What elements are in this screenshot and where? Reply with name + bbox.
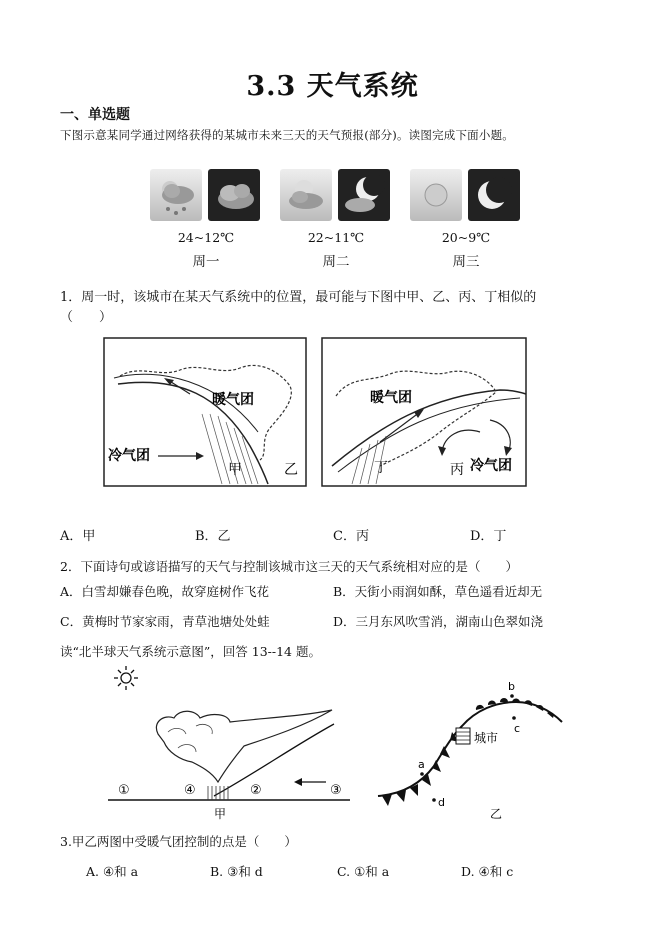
front-diagram xyxy=(100,336,530,488)
q2-option-c[interactable]: C．黄梅时节家家雨，青草池塘处处蛙 xyxy=(60,614,270,629)
forecast-day-name-1: 周一 xyxy=(192,254,220,270)
q3-option-c[interactable]: C. ①和 a xyxy=(337,864,390,879)
read-instruction: 读“北半球天气系统示意图”，回答 13--14 题。 xyxy=(60,644,321,659)
point-4: ④ xyxy=(184,783,196,798)
forecast-temp-2: 22~11℃ xyxy=(307,230,365,245)
q3-stem: 3.甲乙两图中受暖气团控制的点是（ ） xyxy=(60,834,297,849)
forecast-day-3 xyxy=(410,169,522,221)
q2-option-a[interactable]: A．白雪却嫌春色晚，故穿庭树作飞花 xyxy=(60,584,270,599)
q3-option-d[interactable]: D. ④和 c xyxy=(461,864,514,879)
point-3: ③ xyxy=(330,783,342,798)
q2-stem: 2．下面诗句或谚语描写的天气与控制该城市这三天的天气系统相对应的是（ ） xyxy=(60,559,518,574)
point-b: b xyxy=(508,680,515,693)
q3-option-a[interactable]: A. ④和 a xyxy=(86,864,139,879)
q1-option-c[interactable]: C．丙 xyxy=(333,529,369,544)
point-jia: 甲 xyxy=(228,462,242,478)
warm-air-label-left: 暖气团 xyxy=(212,392,254,408)
moon-cloud-icon xyxy=(338,169,390,221)
q2-option-b[interactable]: B．天街小雨润如酥，草色遥看近却无 xyxy=(333,584,543,599)
sun-icon xyxy=(410,169,462,221)
point-d: d xyxy=(438,796,445,809)
q1-blank: （ ） xyxy=(60,310,113,325)
diagram-label-yi: 乙 xyxy=(490,807,503,821)
q1-option-b[interactable]: B．乙 xyxy=(195,529,231,544)
forecast-temp-3: 20~9℃ xyxy=(441,230,491,245)
point-yi: 乙 xyxy=(284,462,298,478)
forecast-day-1 xyxy=(150,169,262,221)
point-a: a xyxy=(418,758,425,771)
point-2: ② xyxy=(250,783,262,798)
q1-option-a[interactable]: A．甲 xyxy=(60,529,96,544)
q2-option-d[interactable]: D．三月东风吹雪消，湖南山色翠如浇 xyxy=(333,614,544,629)
intro-text: 下图示意某同学通过网络获得的某城市未来三天的天气预报(部分)。读图完成下面小题。 xyxy=(60,128,514,142)
weather-system-diagram xyxy=(104,662,574,822)
sun-icon xyxy=(114,666,138,690)
point-1: ① xyxy=(118,783,130,798)
point-ding: 丁 xyxy=(374,460,388,476)
forecast-day-name-3: 周三 xyxy=(452,254,480,270)
warm-air-label-right: 暖气团 xyxy=(370,390,412,406)
sun-cloud-icon xyxy=(280,169,332,221)
q1-stem: 1．周一时，该城市在某天气系统中的位置，最可能与下图中甲、乙、丙、丁相似的 xyxy=(60,290,537,305)
forecast-temp-1: 24~12℃ xyxy=(177,230,235,245)
forecast-day-2 xyxy=(280,169,392,221)
moon-icon xyxy=(468,169,520,221)
q3-option-b[interactable]: B. ③和 d xyxy=(210,864,263,879)
forecast-day-name-2: 周二 xyxy=(322,254,350,270)
q1-option-d[interactable]: D．丁 xyxy=(470,529,507,544)
cold-air-label-right: 冷气团 xyxy=(470,458,512,474)
sun-cloud-rain-icon xyxy=(150,169,202,221)
cold-air-label-left: 冷气团 xyxy=(108,448,150,464)
section-heading: 一、单选题 xyxy=(60,107,130,123)
page-title: 3.3 天气系统 xyxy=(246,71,419,102)
point-bing: 丙 xyxy=(450,462,464,478)
cloudy-icon xyxy=(208,169,260,221)
point-c: c xyxy=(514,722,521,735)
city-label: 城市 xyxy=(474,731,499,745)
diagram-label-jia: 甲 xyxy=(214,807,227,821)
